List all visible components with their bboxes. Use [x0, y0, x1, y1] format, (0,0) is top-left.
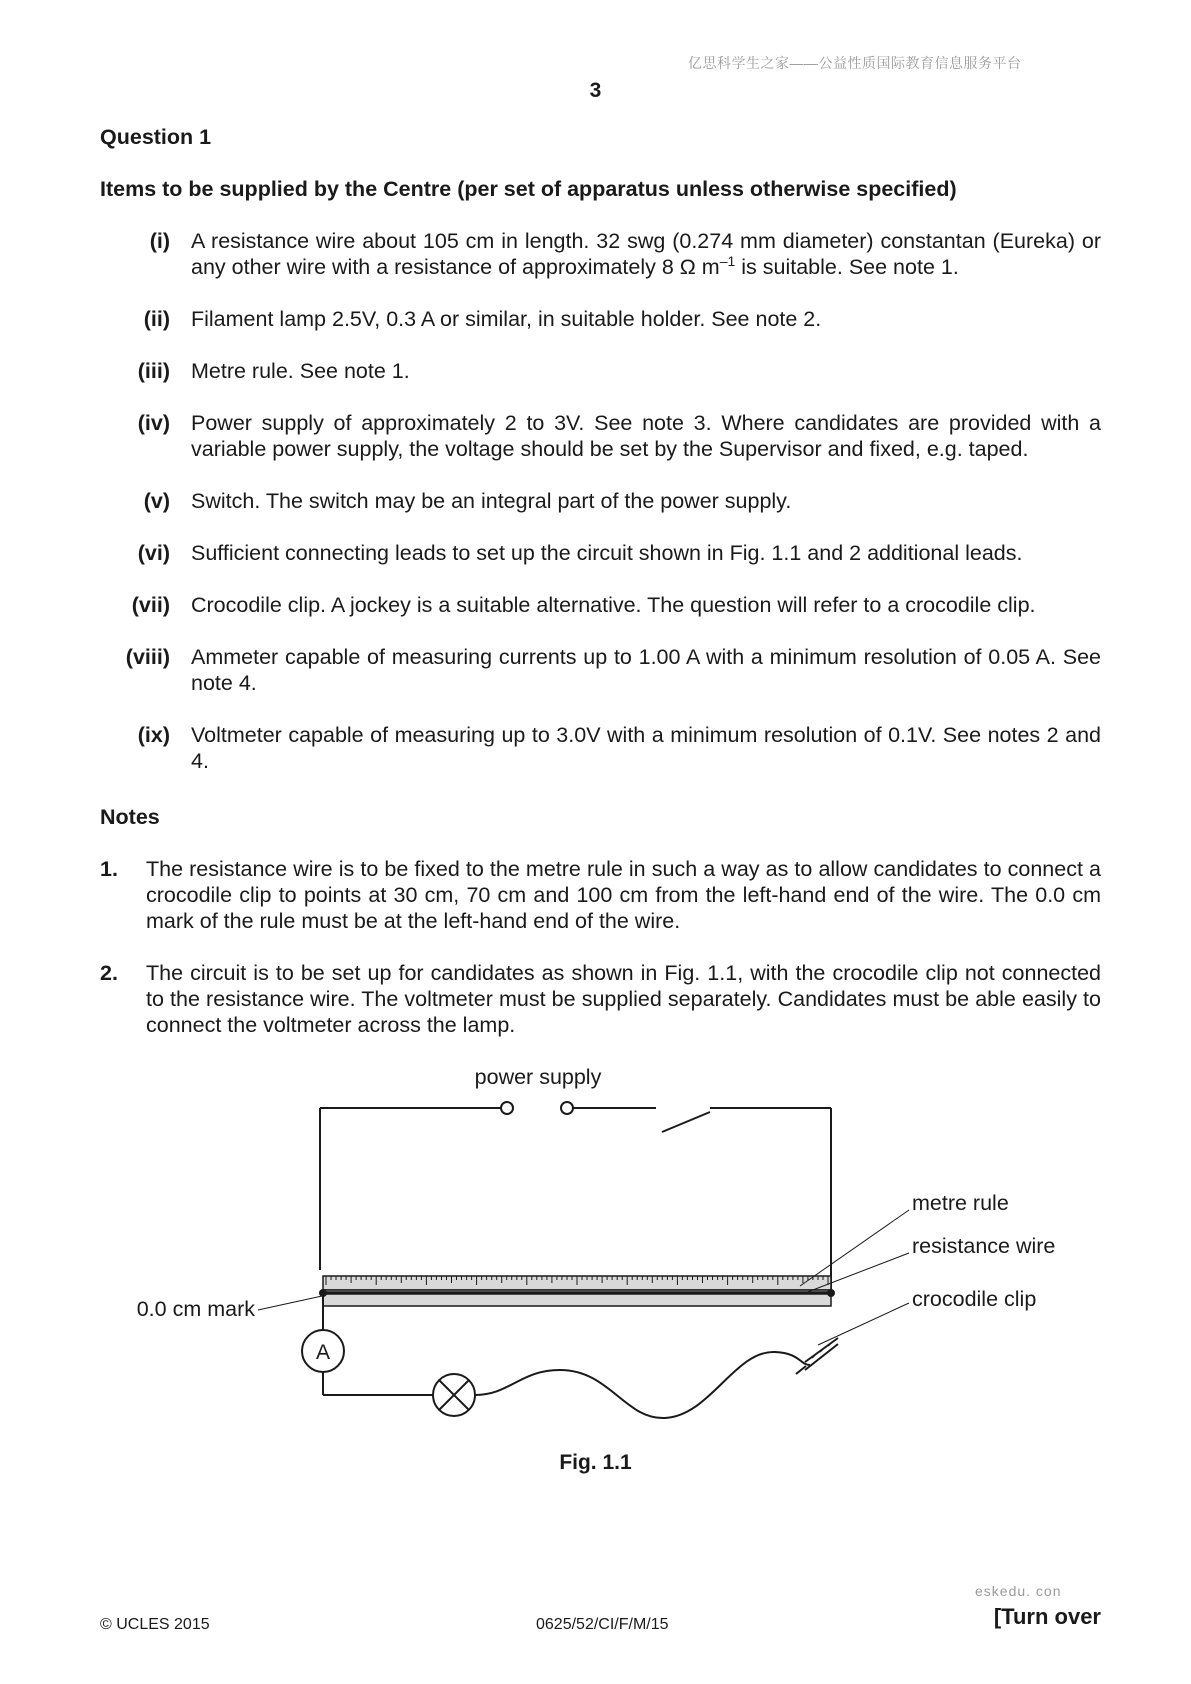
metre-rule-label: metre rule: [912, 1191, 1009, 1215]
item-number: (ii): [143, 307, 170, 331]
item-text: Crocodile clip. A jockey is a suitable alternative. The question will refer to a crocodile clip.: [191, 593, 1036, 617]
item-text: [191, 228, 1101, 282]
item-number: (v): [143, 489, 170, 513]
footer-paper-code: 0625/52/CI/F/M/15: [536, 1616, 669, 1633]
item-text-part: is suitable. See note 1.: [735, 255, 959, 279]
question-heading: Question 1: [100, 125, 212, 149]
note-text: The circuit is to be set up for candidates as shown in Fig. 1.1, with the crocodile clip not connected to the resistance wire. The voltmeter must be supplied separately. Candidates must be able easily to connect the voltmeter across the lamp.: [146, 961, 1101, 1037]
crocodile-clip: [796, 1338, 838, 1374]
item-number: (iv): [137, 411, 170, 435]
zero-mark-label: 0.0 cm mark: [136, 1297, 255, 1321]
watermark-footer: eskedu. con: [975, 1583, 1062, 1599]
watermark-header: 亿思科学生之家——公益性质国际教育信息服务平台: [688, 55, 1022, 71]
note-number: 1.: [100, 857, 118, 881]
resistance-wire-label: resistance wire: [912, 1234, 1056, 1258]
item-text: Filament lamp 2.5V, 0.3 A or similar, in suitable holder. See note 2.: [191, 307, 822, 331]
leader-resistance-wire: [805, 1253, 909, 1293]
item-number: (i): [149, 229, 170, 253]
switch-lever: [662, 1112, 710, 1132]
page-number: 3: [589, 79, 602, 102]
leader-crocodile-clip: [818, 1303, 909, 1345]
leader-zero-mark: [258, 1296, 322, 1310]
note-number: 2.: [100, 961, 118, 985]
leader-metre-rule: [800, 1210, 909, 1286]
footer-copyright: © UCLES 2015: [100, 1616, 210, 1633]
crocodile-clip-label: crocodile clip: [912, 1287, 1037, 1311]
wire-right-end: [827, 1289, 835, 1297]
item-text: Switch. The switch may be an integral part of the power supply.: [191, 489, 792, 513]
note-text: The resistance wire is to be fixed to the metre rule in such a way as to allow candidates to connect a crocodile clip to points at 30 cm, 70 cm and 100 cm from the left-hand end of the wire. The 0.0 cm mark of the rule must be at the left-hand end of the wire.: [146, 857, 1101, 933]
item-text: Metre rule. See note 1.: [191, 359, 410, 383]
supply-heading: Items to be supplied by the Centre (per set of apparatus unless otherwise specified): [100, 177, 957, 201]
ammeter-symbol: A: [315, 1341, 331, 1364]
item-text: Sufficient connecting leads to set up the circuit shown in Fig. 1.1 and 2 additional leads.: [191, 541, 1023, 565]
circuit-diagram: [0, 1050, 1191, 1430]
metre-rule: [323, 1276, 831, 1306]
power-terminal-left: [501, 1102, 513, 1114]
item-number: (ix): [137, 723, 170, 747]
flying-lead: [475, 1352, 810, 1418]
power-terminal-right: [561, 1102, 573, 1114]
power-supply-label: power supply: [474, 1065, 602, 1089]
item-text: Voltmeter capable of measuring up to 3.0V with a minimum resolution of 0.1V. See notes 2 and 4.: [191, 723, 1101, 773]
item-number: (vii): [131, 593, 170, 617]
item-number: (vi): [137, 541, 170, 565]
figure-caption: Fig. 1.1: [559, 1451, 632, 1474]
superscript: –1: [719, 253, 736, 269]
item-text: Ammeter capable of measuring currents up to 1.00 A with a minimum resolution of 0.05 A. See note 4.: [191, 645, 1101, 695]
notes-heading: Notes: [100, 805, 160, 829]
item-text-part: A resistance wire about 105 cm in length. 32 swg (0.274 mm diameter) constantan (Eureka) or any other wire with a resistance of approximately 8 Ω m: [191, 229, 1101, 279]
item-number: (viii): [125, 645, 170, 669]
item-text: Power supply of approximately 2 to 3V. See note 3. Where candidates are provided with a variable power supply, the voltage should be set by the Supervisor and fixed, e.g. taped.: [191, 411, 1101, 461]
footer-turn-over: [Turn over: [993, 1604, 1101, 1629]
item-number: (iii): [137, 359, 170, 383]
